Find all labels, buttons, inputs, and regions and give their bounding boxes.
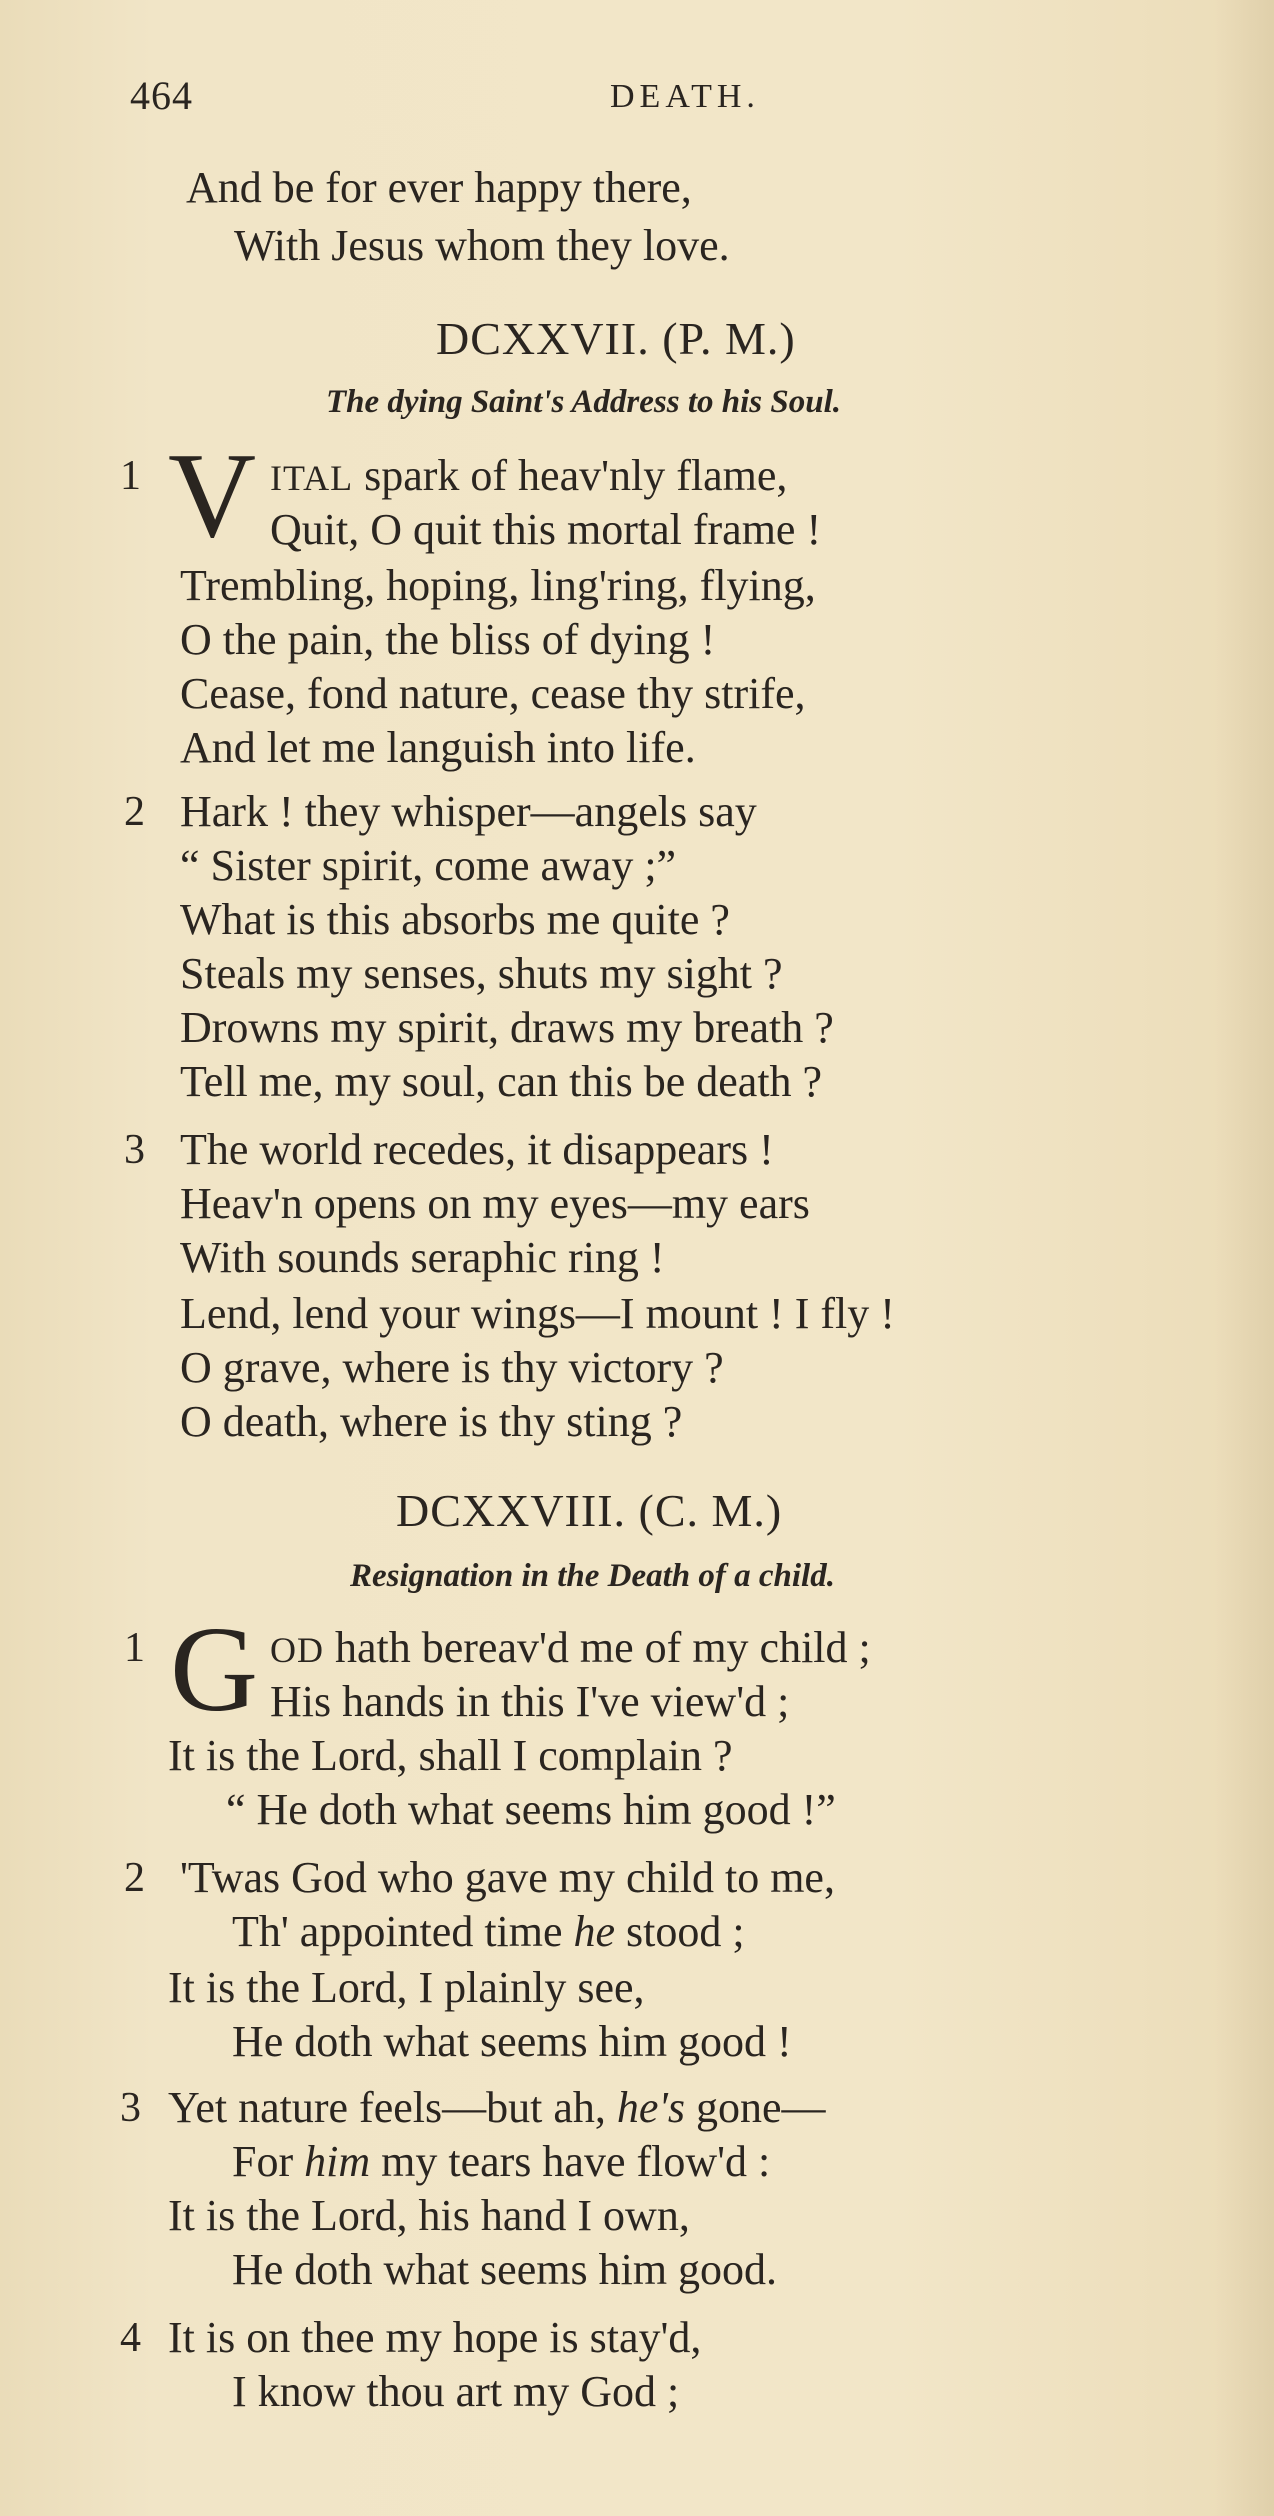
hymn-2-subtitle: Resignation in the Death of a child.: [350, 1558, 835, 1594]
hymn-1-verse-3-line-5: O grave, where is thy victory ?: [180, 1343, 724, 1392]
hymn-1-verse-2-line-3: What is this absorbs me quite ?: [180, 895, 730, 944]
hymn-1-verse-3-line-2: Heav'n opens on my eyes—my ears: [180, 1179, 810, 1228]
hymn-1-verse-1-line-2: Quit, O quit this mortal frame !: [270, 505, 822, 554]
hymn-1-subtitle: The dying Saint's Address to his Soul.: [326, 384, 841, 420]
hymn-2-verse-3-number: 3: [120, 2085, 141, 2131]
hymn-2-verse-1-line-4: “ He doth what seems him good !”: [226, 1785, 836, 1834]
hymn-2-verse-1-line-3: It is the Lord, shall I complain ?: [168, 1731, 733, 1780]
continuation-line-1: And be for ever happy there,: [186, 163, 692, 212]
hymn-2-verse-4-line-1: It is on thee my hope is stay'd,: [168, 2313, 702, 2362]
hymn-2-verse-1-line-2: His hands in this I've view'd ;: [270, 1677, 790, 1726]
hymn-1-verse-2-line-5: Drowns my spirit, draws my breath ?: [180, 1003, 834, 1052]
hymn-2-verse-3-line-3: It is the Lord, his hand I own,: [168, 2191, 690, 2240]
hymn-1-drop-capital: V: [168, 428, 257, 563]
hymn-2-verse-1-line-1: OD hath bereav'd me of my child ;: [270, 1623, 871, 1672]
hymn-1-verse-1-line-5: Cease, fond nature, cease thy strife,: [180, 669, 806, 718]
hymn-2-verse-4-number: 4: [120, 2315, 141, 2361]
hymn-1-verse-3-line-3: With sounds seraphic ring !: [180, 1233, 665, 1282]
hymn-2-verse-3-line-4: He doth what seems him good.: [232, 2245, 778, 2294]
hymn-1-verse-1-line-1: ITAL spark of heav'nly flame,: [270, 451, 788, 500]
hymn-1-verse-3-number: 3: [124, 1127, 145, 1173]
hymn-1-verse-1-line-6: And let me languish into life.: [180, 723, 696, 772]
hymn-2-verse-2-line-1: 'Twas God who gave my child to me,: [180, 1853, 835, 1902]
hymn-1-verse-2-line-2: “ Sister spirit, come away ;”: [180, 841, 677, 890]
page-header: [0, 72, 1274, 132]
hymn-2-verse-2-line-3: It is the Lord, I plainly see,: [168, 1963, 645, 2012]
hymn-1-verse-3-line-1: The world recedes, it disappears !: [180, 1125, 774, 1174]
hymn-1-verse-3-line-4: Lend, lend your wings—I mount ! I fly !: [180, 1289, 895, 1338]
hymn-1-verse-2-line-1: Hark ! they whisper—angels say: [180, 787, 757, 836]
hymn-1-verse-2-line-6: Tell me, my soul, can this be death ?: [180, 1057, 823, 1106]
hymn-2-number: DCXXVIII. (C. M.): [396, 1485, 783, 1536]
hymn-2-verse-2-number: 2: [124, 1855, 145, 1901]
hymn-1-verse-2-number: 2: [124, 789, 145, 835]
hymn-2-verse-1-number: 1: [124, 1625, 145, 1671]
page-edge-shadow: [1214, 0, 1274, 2516]
continuation-line-2: With Jesus whom they love.: [234, 221, 730, 270]
hymn-1-number: DCXXVII. (P. M.): [436, 313, 796, 364]
running-title: DEATH.: [610, 78, 760, 115]
hymn-1-verse-3-line-6: O death, where is thy sting ?: [180, 1397, 683, 1446]
hymn-1-verse-1-number: 1: [120, 453, 141, 499]
hymn-2-verse-3-line-2: For him my tears have flow'd :: [232, 2137, 771, 2186]
hymn-1-verse-1-line-3: Trembling, hoping, ling'ring, flying,: [180, 561, 816, 610]
hymn-2-drop-capital: G: [170, 1602, 259, 1737]
hymn-2-verse-3-line-1: Yet nature feels—but ah, he's gone—: [168, 2083, 826, 2132]
hymn-2-verse-4-line-2: I know thou art my God ;: [232, 2367, 680, 2416]
hymn-1-verse-1-line-4: O the pain, the bliss of dying !: [180, 615, 716, 664]
hymn-1-verse-2-line-4: Steals my senses, shuts my sight ?: [180, 949, 783, 998]
hymn-2-verse-2-line-2: Th' appointed time he stood ;: [232, 1907, 745, 1956]
page-number: 464: [130, 73, 193, 118]
hymn-2-verse-2-line-4: He doth what seems him good !: [232, 2017, 792, 2066]
